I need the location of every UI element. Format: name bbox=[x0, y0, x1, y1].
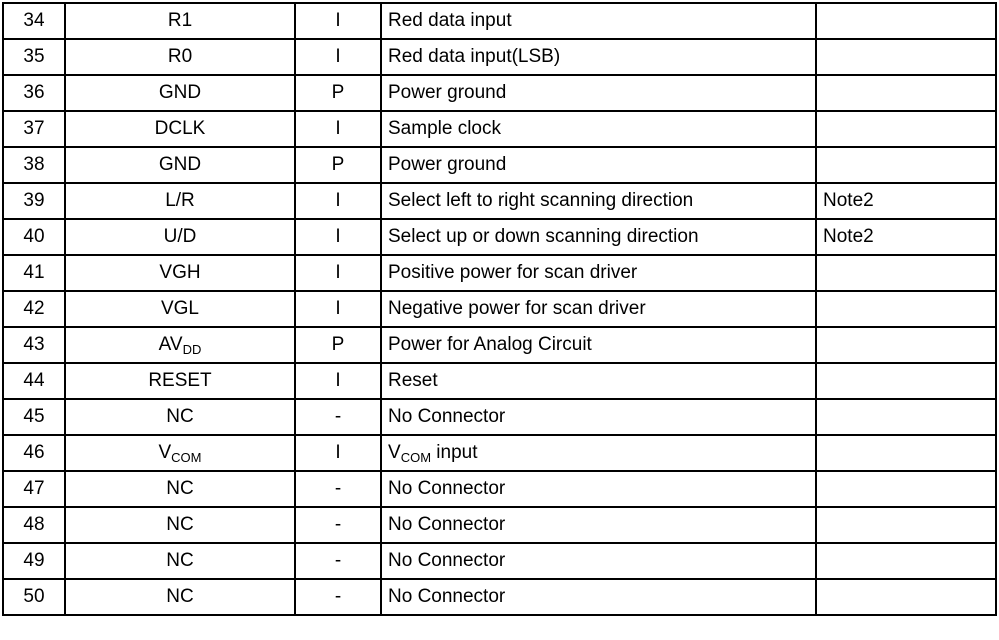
cell-note: Note2 bbox=[816, 219, 996, 255]
table-row bbox=[3, 219, 996, 255]
cell-io-type: P bbox=[295, 75, 381, 111]
cell-description: Power for Analog Circuit bbox=[381, 327, 816, 363]
cell-io-type: I bbox=[295, 219, 381, 255]
table-row bbox=[3, 507, 996, 543]
cell-symbol: DCLK bbox=[65, 111, 295, 147]
cell-note bbox=[816, 291, 996, 327]
table-row bbox=[3, 39, 996, 75]
cell-symbol: R0 bbox=[65, 39, 295, 75]
cell-pin-number: 34 bbox=[3, 3, 65, 39]
symbol-base: V bbox=[158, 441, 172, 463]
cell-io-type: - bbox=[295, 579, 381, 615]
cell-note bbox=[816, 327, 996, 363]
cell-description: No Connector bbox=[381, 543, 816, 579]
cell-symbol: NC bbox=[65, 399, 295, 435]
table-row bbox=[3, 435, 996, 471]
cell-description: Sample clock bbox=[381, 111, 816, 147]
cell-io-type: I bbox=[295, 363, 381, 399]
cell-pin-number: 44 bbox=[3, 363, 65, 399]
table-row bbox=[3, 363, 996, 399]
cell-description: Power ground bbox=[381, 147, 816, 183]
cell-io-type: - bbox=[295, 471, 381, 507]
cell-symbol: GND bbox=[65, 75, 295, 111]
cell-symbol: NC bbox=[65, 471, 295, 507]
cell-symbol: NC bbox=[65, 543, 295, 579]
cell-description: No Connector bbox=[381, 579, 816, 615]
cell-pin-number: 49 bbox=[3, 543, 65, 579]
cell-io-type: - bbox=[295, 507, 381, 543]
cell-symbol: R1 bbox=[65, 3, 295, 39]
cell-description: Red data input(LSB) bbox=[381, 39, 816, 75]
cell-note bbox=[816, 3, 996, 39]
symbol-subscript: DD bbox=[182, 341, 202, 357]
table-row bbox=[3, 3, 996, 39]
description-tail: input bbox=[431, 441, 478, 463]
cell-pin-number: 40 bbox=[3, 219, 65, 255]
description-base: V bbox=[388, 441, 401, 463]
symbol-base: AV bbox=[158, 333, 183, 355]
table-row bbox=[3, 327, 996, 363]
table-row bbox=[3, 183, 996, 219]
table-body bbox=[3, 3, 996, 615]
cell-note bbox=[816, 255, 996, 291]
cell-note bbox=[816, 435, 996, 471]
cell-note bbox=[816, 579, 996, 615]
cell-pin-number: 50 bbox=[3, 579, 65, 615]
cell-description bbox=[381, 435, 816, 471]
cell-description: No Connector bbox=[381, 471, 816, 507]
cell-pin-number: 48 bbox=[3, 507, 65, 543]
cell-io-type: I bbox=[295, 3, 381, 39]
cell-pin-number: 37 bbox=[3, 111, 65, 147]
cell-description: Red data input bbox=[381, 3, 816, 39]
cell-pin-number: 47 bbox=[3, 471, 65, 507]
cell-pin-number: 43 bbox=[3, 327, 65, 363]
symbol-subscript: COM bbox=[171, 449, 202, 465]
cell-pin-number: 39 bbox=[3, 183, 65, 219]
cell-note bbox=[816, 471, 996, 507]
cell-pin-number: 35 bbox=[3, 39, 65, 75]
cell-symbol: NC bbox=[65, 507, 295, 543]
table-row bbox=[3, 579, 996, 615]
cell-description: Select left to right scanning direction bbox=[381, 183, 816, 219]
cell-pin-number: 36 bbox=[3, 75, 65, 111]
cell-symbol: NC bbox=[65, 579, 295, 615]
cell-symbol bbox=[65, 327, 295, 363]
cell-io-type: I bbox=[295, 183, 381, 219]
cell-description: No Connector bbox=[381, 399, 816, 435]
table-row bbox=[3, 147, 996, 183]
cell-pin-number: 41 bbox=[3, 255, 65, 291]
cell-pin-number: 46 bbox=[3, 435, 65, 471]
table-row bbox=[3, 255, 996, 291]
cell-note bbox=[816, 363, 996, 399]
cell-io-type: I bbox=[295, 291, 381, 327]
pin-assignment-table bbox=[2, 2, 997, 616]
cell-io-type: I bbox=[295, 435, 381, 471]
cell-io-type: I bbox=[295, 255, 381, 291]
table-row bbox=[3, 291, 996, 327]
cell-symbol: U/D bbox=[65, 219, 295, 255]
table-row bbox=[3, 399, 996, 435]
cell-symbol bbox=[65, 435, 295, 471]
cell-io-type: - bbox=[295, 543, 381, 579]
cell-note bbox=[816, 543, 996, 579]
table-row bbox=[3, 111, 996, 147]
document-page bbox=[0, 2, 999, 640]
cell-symbol: VGH bbox=[65, 255, 295, 291]
cell-io-type: I bbox=[295, 39, 381, 75]
description-subscript: COM bbox=[400, 449, 432, 465]
cell-note bbox=[816, 75, 996, 111]
cell-io-type: P bbox=[295, 147, 381, 183]
cell-io-type: P bbox=[295, 327, 381, 363]
cell-note bbox=[816, 507, 996, 543]
cell-note bbox=[816, 39, 996, 75]
cell-description: Positive power for scan driver bbox=[381, 255, 816, 291]
cell-pin-number: 45 bbox=[3, 399, 65, 435]
cell-io-type: I bbox=[295, 111, 381, 147]
table-row bbox=[3, 543, 996, 579]
cell-note: Note2 bbox=[816, 183, 996, 219]
cell-description: Reset bbox=[381, 363, 816, 399]
cell-pin-number: 42 bbox=[3, 291, 65, 327]
table-row bbox=[3, 75, 996, 111]
cell-note bbox=[816, 399, 996, 435]
table-row bbox=[3, 471, 996, 507]
cell-description: Power ground bbox=[381, 75, 816, 111]
cell-description: Select up or down scanning direction bbox=[381, 219, 816, 255]
cell-description: No Connector bbox=[381, 507, 816, 543]
cell-note bbox=[816, 147, 996, 183]
cell-io-type: - bbox=[295, 399, 381, 435]
cell-symbol: L/R bbox=[65, 183, 295, 219]
cell-symbol: GND bbox=[65, 147, 295, 183]
cell-symbol: RESET bbox=[65, 363, 295, 399]
cell-pin-number: 38 bbox=[3, 147, 65, 183]
cell-description: Negative power for scan driver bbox=[381, 291, 816, 327]
cell-note bbox=[816, 111, 996, 147]
cell-symbol: VGL bbox=[65, 291, 295, 327]
